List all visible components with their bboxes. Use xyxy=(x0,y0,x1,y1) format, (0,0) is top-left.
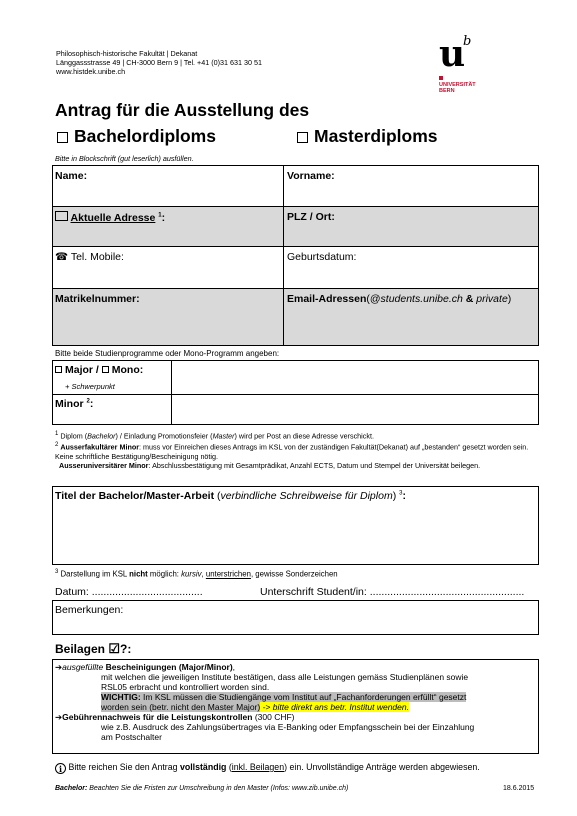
schwerpunkt-label: + Schwerpunkt xyxy=(65,382,115,391)
personal-data-table xyxy=(52,165,539,346)
phone-cell[interactable] xyxy=(53,247,284,289)
footer-text: Beachten Sie die Fristen zur Umschreibung in den Master (Infos: www.zib.unibe.ch) xyxy=(87,785,349,792)
signature-field[interactable] xyxy=(260,586,524,598)
beilagen-box xyxy=(52,659,539,754)
email-label-f: ) xyxy=(507,293,512,305)
thesis-label-italic: verbindliche Schreibweise für Diplom xyxy=(220,490,393,502)
fn3-e: , xyxy=(201,569,206,579)
beilagen-suffix: ?: xyxy=(120,642,132,656)
footnotes xyxy=(55,430,535,470)
vorname-cell[interactable] xyxy=(284,166,538,207)
email-label xyxy=(287,293,511,305)
minor-label-text: Minor xyxy=(55,398,84,410)
minor-sup: 2 xyxy=(86,398,90,405)
footer-date: 18.6.2015 xyxy=(503,785,535,792)
logo-text-1: UNIVERSITÄT xyxy=(439,82,476,88)
phone-icon: ☎ xyxy=(55,251,69,263)
master-checkbox-icon[interactable] xyxy=(297,132,308,143)
phone-label-text: Tel. Mobile: xyxy=(70,251,124,263)
fn2-bold: Ausserfakultärer Minor xyxy=(60,442,140,452)
footer-bold: Bachelor: xyxy=(55,785,88,792)
remarks-field[interactable] xyxy=(52,600,539,635)
email-label-c: students.unibe.ch xyxy=(380,293,463,305)
fn1-b: Bachelor xyxy=(87,431,116,441)
major-checkbox-icon[interactable] xyxy=(55,366,62,373)
matrikel-cell[interactable] xyxy=(53,289,284,345)
beilage-1-c: , xyxy=(232,662,236,672)
fn3-a: Darstellung im KSL xyxy=(60,569,130,579)
address-sup: 1 xyxy=(158,212,162,219)
minor-label-cell xyxy=(53,395,172,424)
beilage-1-title xyxy=(55,662,535,672)
matrikel-label: Matrikelnummer: xyxy=(55,293,140,305)
signature-dots: ..................................................... xyxy=(369,586,525,598)
footnote-3 xyxy=(55,569,338,579)
option-bachelor[interactable] xyxy=(57,126,216,147)
option-bachelor-label: Bachelordiploms xyxy=(74,126,216,146)
email-label-a: Email-Adressen xyxy=(287,293,367,305)
signature-label: Unterschrift Student/in: xyxy=(260,586,367,598)
phone-label xyxy=(55,251,124,263)
fn3-f: unterstrichen xyxy=(205,569,251,579)
wichtig-line2-text: worden sein (betr. nicht den Master Major) xyxy=(101,702,261,712)
info-icon: i xyxy=(55,763,66,774)
address-colon: : xyxy=(161,212,166,224)
fn3-b: nicht xyxy=(129,569,148,579)
address-label-text: Aktuelle Adresse xyxy=(70,212,156,224)
beilage-2-line2: wie z.B. Ausdruck des Zahlungsübertrages via E-Banking oder Empfangsschein bei der Einzahlung xyxy=(101,722,475,732)
notice-e: ) ein. Unvollständige Anträge werden abgewiesen. xyxy=(284,762,480,772)
fn1-num: 1 xyxy=(55,431,59,437)
beilagen-title: Beilagen xyxy=(55,642,106,656)
fn2-num: 2 xyxy=(55,442,59,449)
notice-b: vollständig xyxy=(179,762,227,772)
beilage-2-c: (300 CHF) xyxy=(252,712,295,722)
major-mono-label xyxy=(55,364,143,376)
name-cell[interactable] xyxy=(53,166,284,207)
envelope-icon xyxy=(55,211,68,221)
birthdate-cell[interactable] xyxy=(284,247,538,289)
bachelor-checkbox-icon[interactable] xyxy=(57,132,68,143)
thesis-colon: : xyxy=(402,490,406,502)
logo-mark: u xyxy=(439,33,466,75)
programs-table xyxy=(52,360,539,425)
thesis-sup: 3 xyxy=(399,490,403,497)
university-logo xyxy=(433,33,493,96)
beilagen-heading xyxy=(55,641,131,657)
email-label-e: private xyxy=(476,293,508,305)
option-master-label: Masterdiploms xyxy=(314,126,438,146)
beilage-1-b: Bescheinigungen (Major/Minor) xyxy=(105,662,233,672)
address-cell[interactable] xyxy=(53,207,284,247)
beilage-2-line3: am Postschalter xyxy=(101,732,162,742)
major-label-cell xyxy=(53,361,172,395)
footnote-2b xyxy=(55,461,535,470)
fn3-d: kursiv xyxy=(181,569,202,579)
arrow-right-icon: ➔ xyxy=(55,662,63,672)
major-label: Major / xyxy=(65,364,99,376)
datum-dots: ...................................... xyxy=(91,586,203,598)
fn2-text: : muss vor Einreichen dieses Antrags im KSL von der zuständigen Fakultät(Dekanat) auf „bestanden“ gesetzt worden sein. Keine schriftliche Bestätigung/Bescheinigung nötig. xyxy=(55,442,529,461)
beilage-1-a: ausgefüllte xyxy=(62,662,104,672)
wichtig-yellow: -> bitte direkt ans betr. Institut wenden. xyxy=(260,702,409,712)
notice-d: inkl. Beilagen xyxy=(231,762,285,772)
header-line-2: Länggassstrasse 49 | CH-3000 Bern 9 | Tel. +41 (0)31 631 30 51 xyxy=(56,58,262,67)
wichtig-line xyxy=(55,692,535,702)
mono-label: Mono: xyxy=(111,364,144,376)
notice-a: Bitte reichen Sie den Antrag xyxy=(68,762,180,772)
vorname-label: Vorname: xyxy=(287,170,335,182)
beilagen-content xyxy=(55,662,535,742)
instruction-text: Bitte in Blockschrift (gut leserlich) ausfüllen. xyxy=(55,154,194,163)
fn1-e: ) wird per Post an diese Adresse verschickt. xyxy=(234,431,374,441)
major-input-cell[interactable] xyxy=(172,361,538,395)
wichtig-bold: WICHTIG: xyxy=(101,692,141,702)
plz-ort-label: PLZ / Ort: xyxy=(287,211,335,223)
completeness-notice xyxy=(55,762,480,774)
thesis-title-label: Titel der Bachelor/Master-Arbeit (verbindliche Schreibweise für Diplom) $^3$: xyxy=(55,490,406,502)
beilage-2-title xyxy=(55,712,535,722)
minor-label xyxy=(55,398,93,410)
thesis-title-field[interactable] xyxy=(52,486,539,565)
datum-field[interactable] xyxy=(55,586,203,598)
arrow-right-icon-2: ➔ xyxy=(55,712,63,722)
datum-label: Datum: xyxy=(55,586,89,598)
header-line-1: Philosophisch-historische Fakultät | Dekanat xyxy=(56,49,198,58)
footnote-2 xyxy=(55,441,535,460)
fn3-text: : Abschlussbestätigung mit Gesamtprädikat, Anzahl ECTS, Datum und Stempel der Universität beilegen. xyxy=(148,460,481,470)
logo-sup: b xyxy=(463,34,472,49)
name-label: Name: xyxy=(55,170,88,182)
minor-colon: : xyxy=(89,398,94,410)
footer-note xyxy=(55,785,348,792)
wichtig-text: Im KSL müssen die Studiengänge vom Institut auf „Fachanforderungen erfüllt“ gesetzt xyxy=(140,692,467,702)
fn1-a: Diplom ( xyxy=(60,431,88,441)
fn3-num: 3 xyxy=(55,569,59,575)
wichtig-line2 xyxy=(55,702,535,712)
beilage-1-line3: RSL05 erbracht und kontrolliert worden sind. xyxy=(101,682,270,692)
checked-box-icon: ☑ xyxy=(108,641,121,656)
fn1-c: ) / Einladung Promotionsfeier ( xyxy=(115,431,213,441)
birthdate-label: Geburtsdatum: xyxy=(287,251,357,263)
email-cell[interactable] xyxy=(284,289,538,345)
fn1-d: Master xyxy=(212,431,235,441)
logo-accent-icon xyxy=(439,76,443,80)
beilage-1-line2: mit welchen die jeweiligen Institute bestätigen, dass alle Leistungen gemäss Studienplänen sowie xyxy=(101,672,469,682)
footnote-1 xyxy=(55,430,535,440)
fn3-bold: Ausseruniversitärer Minor xyxy=(59,460,149,470)
beilage-2-bold: Gebührennachweis für die Leistungskontrollen xyxy=(62,712,253,722)
thesis-label-bold: Titel der Bachelor/Master-Arbeit xyxy=(55,490,215,502)
mono-checkbox-icon[interactable] xyxy=(102,366,109,373)
address-label xyxy=(55,211,165,224)
logo-text-2: BERN xyxy=(439,88,455,94)
faculty-header xyxy=(56,49,356,76)
fn3-c: möglich: xyxy=(147,569,182,579)
programs-hint: Bitte beide Studienprogramme oder Mono-Programm angeben: xyxy=(55,349,280,358)
option-master[interactable] xyxy=(297,126,438,147)
email-label-d: & xyxy=(462,293,477,305)
fn3-g: , gewisse Sonderzeichen xyxy=(250,569,338,579)
page-title: Antrag für die Ausstellung des xyxy=(55,100,310,120)
email-label-b: (@ xyxy=(366,293,381,305)
notice-c: ( xyxy=(226,762,232,772)
plz-ort-cell[interactable] xyxy=(284,207,538,247)
minor-input-cell[interactable] xyxy=(172,395,538,424)
header-line-3: www.histdek.unibe.ch xyxy=(56,67,126,76)
remarks-label: Bemerkungen: xyxy=(55,604,124,616)
